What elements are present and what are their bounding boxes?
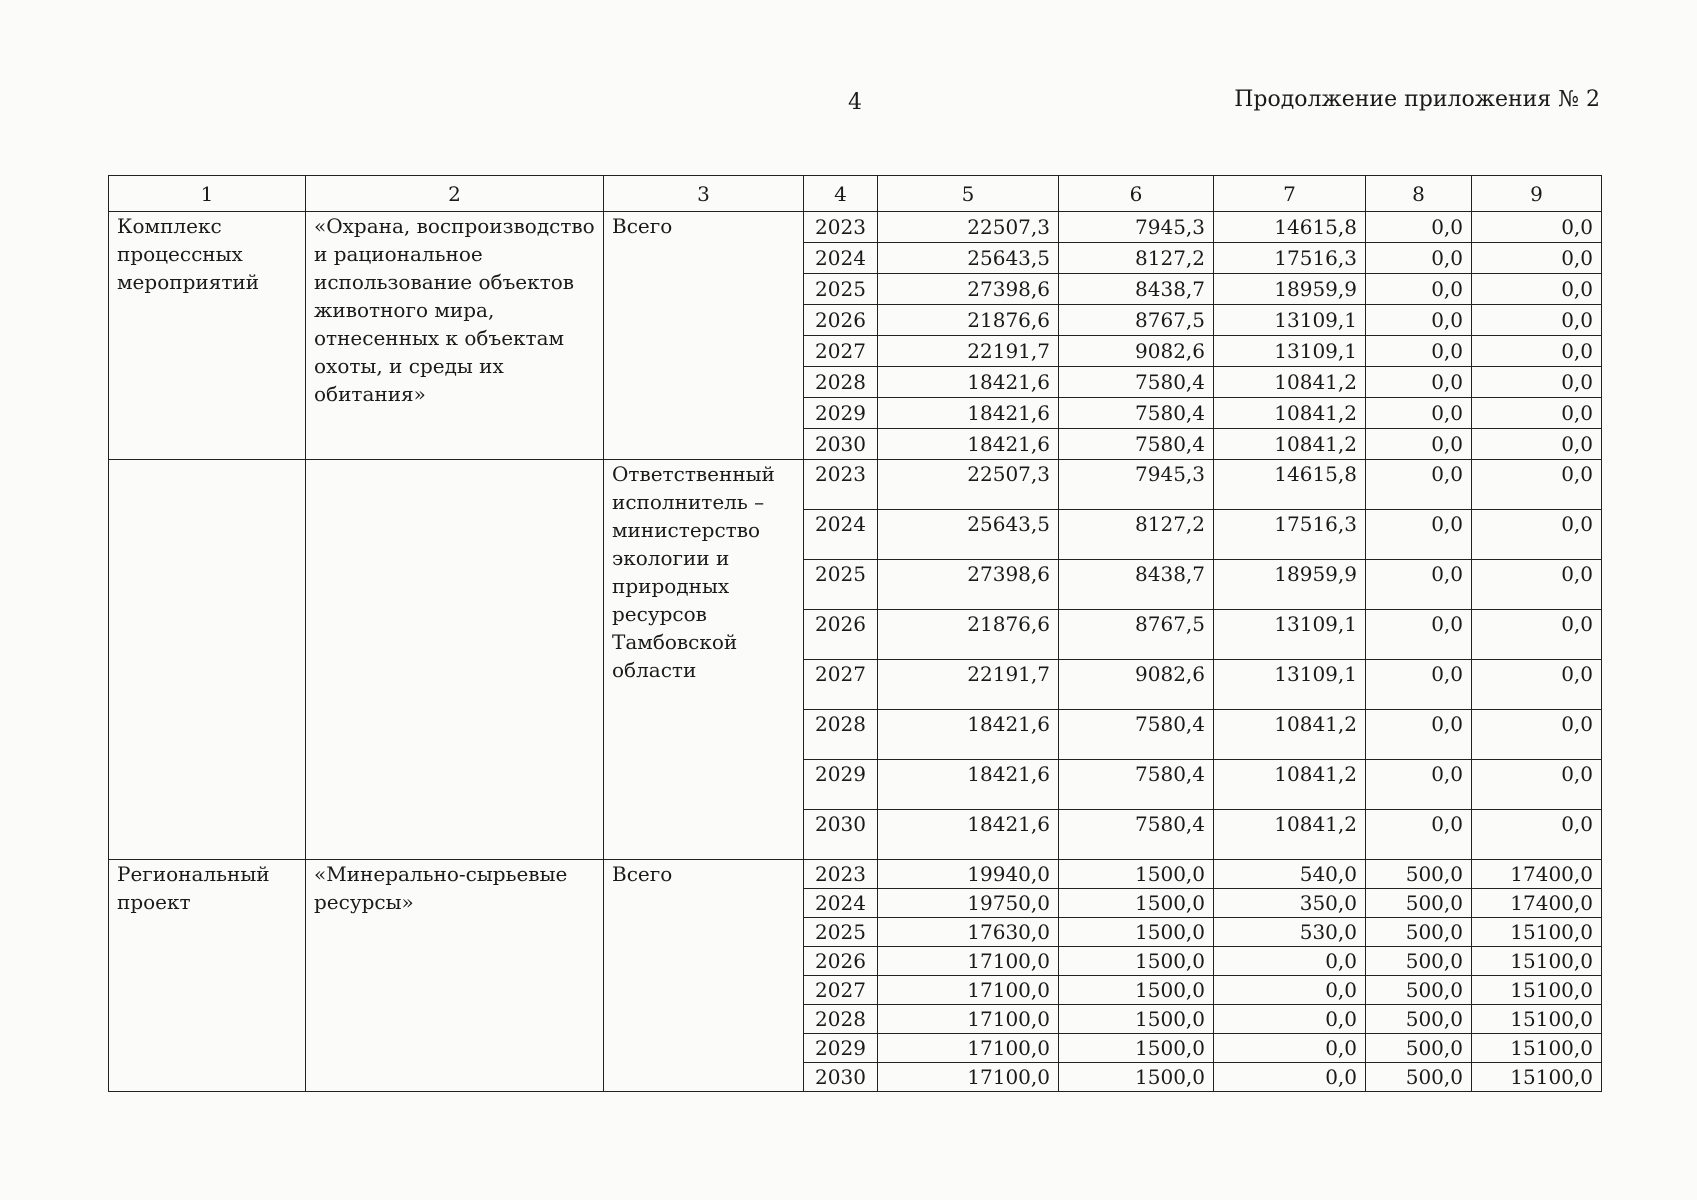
year-cell: 2024 (804, 510, 878, 560)
amount-cell: 17400,0 (1472, 889, 1602, 918)
amount-cell: 18959,9 (1214, 560, 1366, 610)
amount-cell: 0,0 (1366, 305, 1472, 336)
amount-cell: 9082,6 (1059, 660, 1214, 710)
amount-cell: 10841,2 (1214, 398, 1366, 429)
year-cell: 2023 (804, 212, 878, 243)
amount-cell: 500,0 (1366, 947, 1472, 976)
amount-cell: 18421,6 (878, 367, 1059, 398)
column-header: 1 (109, 176, 306, 212)
amount-cell: 7580,4 (1059, 429, 1214, 460)
amount-cell: 17630,0 (878, 918, 1059, 947)
amount-cell: 10841,2 (1214, 429, 1366, 460)
year-cell: 2030 (804, 1063, 878, 1092)
amount-cell: 17516,3 (1214, 510, 1366, 560)
year-cell: 2024 (804, 243, 878, 274)
amount-cell: 19750,0 (878, 889, 1059, 918)
table-row (109, 460, 1602, 510)
amount-cell: 10841,2 (1214, 810, 1366, 860)
amount-cell: 500,0 (1366, 976, 1472, 1005)
amount-cell: 0,0 (1214, 1063, 1366, 1092)
amount-cell: 1500,0 (1059, 889, 1214, 918)
amount-cell: 25643,5 (878, 243, 1059, 274)
amount-cell: 1500,0 (1059, 1034, 1214, 1063)
header-row (109, 176, 1602, 212)
amount-cell: 500,0 (1366, 1034, 1472, 1063)
amount-cell: 0,0 (1366, 398, 1472, 429)
amount-cell: 15100,0 (1472, 1034, 1602, 1063)
structure-element-name: «Минерально-сырьевые ресурсы» (306, 860, 604, 1092)
amount-cell: 7945,3 (1059, 460, 1214, 510)
amount-cell: 540,0 (1214, 860, 1366, 889)
amount-cell: 0,0 (1472, 710, 1602, 760)
amount-cell: 0,0 (1366, 274, 1472, 305)
amount-cell: 0,0 (1366, 212, 1472, 243)
funding-source: Всего (604, 860, 804, 1092)
amount-cell: 10841,2 (1214, 760, 1366, 810)
amount-cell: 0,0 (1472, 560, 1602, 610)
amount-cell: 19940,0 (878, 860, 1059, 889)
amount-cell: 0,0 (1366, 460, 1472, 510)
amount-cell: 500,0 (1366, 918, 1472, 947)
amount-cell: 8127,2 (1059, 510, 1214, 560)
amount-cell: 0,0 (1366, 560, 1472, 610)
amount-cell: 0,0 (1214, 1005, 1366, 1034)
amount-cell: 18959,9 (1214, 274, 1366, 305)
column-header: 9 (1472, 176, 1602, 212)
year-cell: 2027 (804, 660, 878, 710)
amount-cell: 0,0 (1472, 660, 1602, 710)
amount-cell: 21876,6 (878, 610, 1059, 660)
amount-cell: 0,0 (1472, 810, 1602, 860)
amount-cell: 0,0 (1366, 660, 1472, 710)
amount-cell: 8767,5 (1059, 305, 1214, 336)
year-cell: 2023 (804, 460, 878, 510)
structure-element-type: Региональный проект (109, 860, 306, 1092)
amount-cell: 530,0 (1214, 918, 1366, 947)
amount-cell: 1500,0 (1059, 1005, 1214, 1034)
column-header: 7 (1214, 176, 1366, 212)
amount-cell: 0,0 (1472, 243, 1602, 274)
amount-cell: 7580,4 (1059, 810, 1214, 860)
funding-table (108, 175, 1602, 1092)
year-cell: 2026 (804, 305, 878, 336)
amount-cell: 0,0 (1366, 710, 1472, 760)
amount-cell: 7580,4 (1059, 760, 1214, 810)
amount-cell: 0,0 (1472, 274, 1602, 305)
funding-source: Всего (604, 212, 804, 460)
amount-cell: 1500,0 (1059, 1063, 1214, 1092)
amount-cell: 8127,2 (1059, 243, 1214, 274)
amount-cell: 10841,2 (1214, 367, 1366, 398)
amount-cell: 17100,0 (878, 976, 1059, 1005)
amount-cell: 13109,1 (1214, 610, 1366, 660)
amount-cell: 500,0 (1366, 889, 1472, 918)
year-cell: 2026 (804, 947, 878, 976)
amount-cell: 18421,6 (878, 429, 1059, 460)
page-number: 4 (848, 90, 862, 115)
amount-cell: 0,0 (1472, 212, 1602, 243)
year-cell: 2029 (804, 760, 878, 810)
amount-cell: 17100,0 (878, 1005, 1059, 1034)
amount-cell: 17100,0 (878, 1063, 1059, 1092)
amount-cell: 18421,6 (878, 810, 1059, 860)
amount-cell: 18421,6 (878, 760, 1059, 810)
amount-cell: 17516,3 (1214, 243, 1366, 274)
amount-cell: 17400,0 (1472, 860, 1602, 889)
amount-cell: 15100,0 (1472, 918, 1602, 947)
amount-cell: 14615,8 (1214, 212, 1366, 243)
amount-cell: 21876,6 (878, 305, 1059, 336)
amount-cell: 15100,0 (1472, 1063, 1602, 1092)
year-cell: 2030 (804, 429, 878, 460)
year-cell: 2026 (804, 610, 878, 660)
amount-cell: 8438,7 (1059, 560, 1214, 610)
table-body (109, 212, 1602, 1092)
amount-cell: 0,0 (1366, 510, 1472, 560)
year-cell: 2028 (804, 1005, 878, 1034)
amount-cell: 22191,7 (878, 660, 1059, 710)
amount-cell: 500,0 (1366, 1063, 1472, 1092)
amount-cell: 7580,4 (1059, 710, 1214, 760)
amount-cell: 0,0 (1366, 810, 1472, 860)
year-cell: 2025 (804, 274, 878, 305)
amount-cell: 27398,6 (878, 560, 1059, 610)
amount-cell: 0,0 (1472, 510, 1602, 560)
amount-cell: 7945,3 (1059, 212, 1214, 243)
amount-cell: 15100,0 (1472, 1005, 1602, 1034)
amount-cell: 0,0 (1214, 947, 1366, 976)
amount-cell: 1500,0 (1059, 860, 1214, 889)
amount-cell: 0,0 (1366, 336, 1472, 367)
amount-cell: 13109,1 (1214, 336, 1366, 367)
amount-cell: 0,0 (1214, 976, 1366, 1005)
amount-cell: 0,0 (1214, 1034, 1366, 1063)
amount-cell: 14615,8 (1214, 460, 1366, 510)
amount-cell: 17100,0 (878, 947, 1059, 976)
year-cell: 2025 (804, 918, 878, 947)
column-header: 8 (1366, 176, 1472, 212)
year-cell: 2024 (804, 889, 878, 918)
amount-cell: 0,0 (1472, 336, 1602, 367)
appendix-continuation-note: Продолжение приложения № 2 (1234, 87, 1600, 112)
amount-cell: 0,0 (1366, 760, 1472, 810)
amount-cell: 0,0 (1472, 429, 1602, 460)
amount-cell: 22507,3 (878, 460, 1059, 510)
amount-cell: 25643,5 (878, 510, 1059, 560)
amount-cell: 18421,6 (878, 398, 1059, 429)
structure-element-type: Комплекс процессных мероприятий (109, 212, 306, 460)
amount-cell: 350,0 (1214, 889, 1366, 918)
column-header: 5 (878, 176, 1059, 212)
amount-cell: 0,0 (1366, 367, 1472, 398)
structure-element-name (306, 460, 604, 860)
amount-cell: 13109,1 (1214, 660, 1366, 710)
amount-cell: 7580,4 (1059, 398, 1214, 429)
amount-cell: 1500,0 (1059, 947, 1214, 976)
amount-cell: 27398,6 (878, 274, 1059, 305)
amount-cell: 0,0 (1472, 398, 1602, 429)
amount-cell: 8438,7 (1059, 274, 1214, 305)
column-header: 3 (604, 176, 804, 212)
amount-cell: 0,0 (1472, 460, 1602, 510)
amount-cell: 15100,0 (1472, 976, 1602, 1005)
table-row (109, 212, 1602, 243)
year-cell: 2029 (804, 398, 878, 429)
amount-cell: 13109,1 (1214, 305, 1366, 336)
year-cell: 2028 (804, 710, 878, 760)
amount-cell: 0,0 (1366, 243, 1472, 274)
year-cell: 2025 (804, 560, 878, 610)
amount-cell: 0,0 (1366, 610, 1472, 660)
amount-cell: 18421,6 (878, 710, 1059, 760)
column-header: 6 (1059, 176, 1214, 212)
amount-cell: 1500,0 (1059, 918, 1214, 947)
amount-cell: 0,0 (1472, 367, 1602, 398)
amount-cell: 9082,6 (1059, 336, 1214, 367)
year-cell: 2023 (804, 860, 878, 889)
amount-cell: 1500,0 (1059, 976, 1214, 1005)
amount-cell: 0,0 (1472, 305, 1602, 336)
amount-cell: 22191,7 (878, 336, 1059, 367)
column-header: 2 (306, 176, 604, 212)
funding-source: Ответственный исполнитель – министерство экологии и природных ресурсов Тамбовской области (604, 460, 804, 860)
amount-cell: 17100,0 (878, 1034, 1059, 1063)
structure-element-name: «Охрана, воспроизводство и рациональное использование объектов животного мира, отнесенных к объектам охоты, и среды их обитания» (306, 212, 604, 460)
amount-cell: 15100,0 (1472, 947, 1602, 976)
table-row (109, 860, 1602, 889)
year-cell: 2027 (804, 976, 878, 1005)
amount-cell: 0,0 (1472, 760, 1602, 810)
amount-cell: 0,0 (1366, 429, 1472, 460)
year-cell: 2028 (804, 367, 878, 398)
amount-cell: 500,0 (1366, 1005, 1472, 1034)
amount-cell: 500,0 (1366, 860, 1472, 889)
year-cell: 2027 (804, 336, 878, 367)
amount-cell: 0,0 (1472, 610, 1602, 660)
year-cell: 2029 (804, 1034, 878, 1063)
structure-element-type (109, 460, 306, 860)
amount-cell: 10841,2 (1214, 710, 1366, 760)
year-cell: 2030 (804, 810, 878, 860)
amount-cell: 7580,4 (1059, 367, 1214, 398)
amount-cell: 8767,5 (1059, 610, 1214, 660)
amount-cell: 22507,3 (878, 212, 1059, 243)
column-header: 4 (804, 176, 878, 212)
